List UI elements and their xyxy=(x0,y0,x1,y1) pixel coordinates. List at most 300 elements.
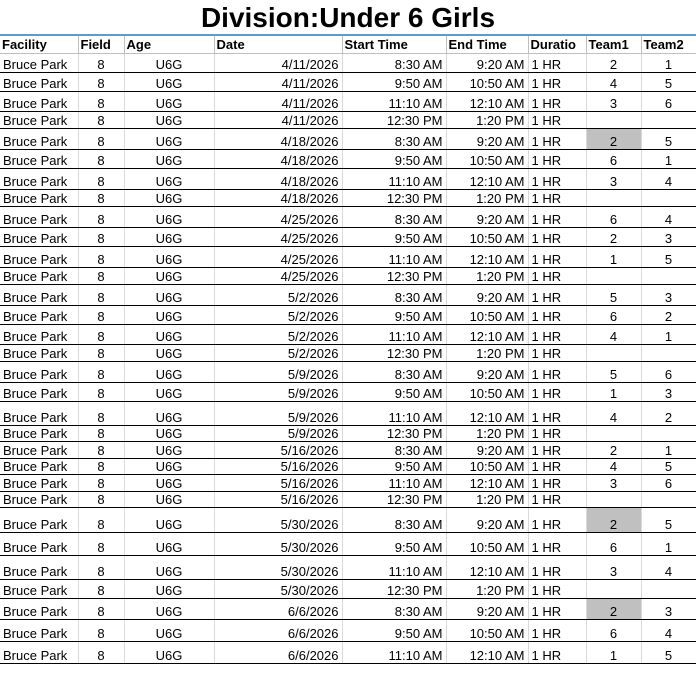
cell-team1[interactable]: 4 xyxy=(586,402,641,426)
cell-duration[interactable]: 1 HR xyxy=(528,642,586,664)
cell-facility[interactable]: Bruce Park xyxy=(0,556,78,580)
cell-duration[interactable]: 1 HR xyxy=(528,533,586,556)
cell-end-time[interactable]: 12:10 AM xyxy=(446,475,528,492)
cell-field[interactable]: 8 xyxy=(78,580,124,599)
cell-field[interactable]: 8 xyxy=(78,73,124,92)
cell-team2[interactable] xyxy=(641,112,696,129)
cell-team2[interactable]: 2 xyxy=(641,306,696,325)
cell-field[interactable]: 8 xyxy=(78,54,124,73)
cell-team1[interactable] xyxy=(586,426,641,442)
cell-team1[interactable]: 3 xyxy=(586,556,641,580)
cell-start-time[interactable]: 11:10 AM xyxy=(342,169,446,190)
cell-age[interactable]: U6G xyxy=(124,442,214,459)
schedule-table xyxy=(0,34,696,664)
cell-duration[interactable]: 1 HR xyxy=(528,599,586,620)
cell-duration[interactable]: 1 HR xyxy=(528,459,586,475)
table-row xyxy=(0,112,696,129)
cell-age[interactable]: U6G xyxy=(124,129,214,150)
cell-date[interactable]: 5/9/2026 xyxy=(214,426,342,442)
cell-end-time[interactable]: 9:20 AM xyxy=(446,207,528,228)
cell-team2[interactable] xyxy=(641,580,696,599)
cell-start-time[interactable]: 8:30 AM xyxy=(342,54,446,73)
cell-field[interactable]: 8 xyxy=(78,228,124,247)
cell-facility[interactable]: Bruce Park xyxy=(0,492,78,508)
cell-end-time[interactable]: 1:20 PM xyxy=(446,492,528,508)
cell-team2[interactable]: 3 xyxy=(641,285,696,306)
cell-duration[interactable]: 1 HR xyxy=(528,426,586,442)
cell-start-time[interactable]: 9:50 AM xyxy=(342,73,446,92)
cell-team1[interactable] xyxy=(586,112,641,129)
table-row xyxy=(0,325,696,345)
cell-date[interactable]: 5/30/2026 xyxy=(214,580,342,599)
cell-end-time[interactable]: 10:50 AM xyxy=(446,150,528,169)
cell-facility[interactable]: Bruce Park xyxy=(0,207,78,228)
cell-team2[interactable]: 5 xyxy=(641,247,696,268)
cell-duration[interactable]: 1 HR xyxy=(528,325,586,345)
cell-start-time[interactable]: 12:30 PM xyxy=(342,190,446,207)
cell-field[interactable]: 8 xyxy=(78,492,124,508)
cell-date[interactable]: 5/9/2026 xyxy=(214,362,342,383)
cell-age[interactable]: U6G xyxy=(124,54,214,73)
cell-start-time[interactable]: 8:30 AM xyxy=(342,207,446,228)
cell-date[interactable]: 5/9/2026 xyxy=(214,402,342,426)
cell-duration[interactable]: 1 HR xyxy=(528,345,586,362)
cell-end-time[interactable]: 12:10 AM xyxy=(446,642,528,664)
cell-date[interactable]: 5/30/2026 xyxy=(214,508,342,533)
cell-team1[interactable]: 5 xyxy=(586,285,641,306)
cell-facility[interactable]: Bruce Park xyxy=(0,285,78,306)
cell-team2[interactable]: 4 xyxy=(641,620,696,642)
cell-start-time[interactable]: 11:10 AM xyxy=(342,92,446,112)
cell-age[interactable]: U6G xyxy=(124,642,214,664)
cell-age[interactable]: U6G xyxy=(124,426,214,442)
cell-age[interactable]: U6G xyxy=(124,268,214,285)
cell-duration[interactable]: 1 HR xyxy=(528,556,586,580)
cell-age[interactable]: U6G xyxy=(124,533,214,556)
cell-age[interactable]: U6G xyxy=(124,345,214,362)
cell-facility[interactable]: Bruce Park xyxy=(0,92,78,112)
cell-team2[interactable]: 4 xyxy=(641,207,696,228)
cell-start-time[interactable]: 11:10 AM xyxy=(342,475,446,492)
cell-date[interactable]: 5/2/2026 xyxy=(214,325,342,345)
cell-duration[interactable]: 1 HR xyxy=(528,54,586,73)
cell-facility[interactable]: Bruce Park xyxy=(0,345,78,362)
cell-age[interactable]: U6G xyxy=(124,306,214,325)
cell-field[interactable]: 8 xyxy=(78,207,124,228)
cell-facility[interactable]: Bruce Park xyxy=(0,112,78,129)
cell-field[interactable]: 8 xyxy=(78,112,124,129)
cell-duration[interactable]: 1 HR xyxy=(528,402,586,426)
cell-age[interactable]: U6G xyxy=(124,169,214,190)
table-row xyxy=(0,642,696,664)
cell-team2[interactable]: 4 xyxy=(641,556,696,580)
cell-date[interactable]: 5/2/2026 xyxy=(214,285,342,306)
header-age[interactable]: Age xyxy=(124,35,214,54)
cell-duration[interactable]: 1 HR xyxy=(528,247,586,268)
cell-start-time[interactable]: 8:30 AM xyxy=(342,508,446,533)
cell-age[interactable]: U6G xyxy=(124,492,214,508)
cell-date[interactable]: 5/16/2026 xyxy=(214,475,342,492)
cell-date[interactable]: 6/6/2026 xyxy=(214,599,342,620)
cell-start-time[interactable]: 12:30 PM xyxy=(342,426,446,442)
cell-team2[interactable]: 3 xyxy=(641,599,696,620)
cell-duration[interactable]: 1 HR xyxy=(528,306,586,325)
cell-date[interactable]: 4/18/2026 xyxy=(214,169,342,190)
cell-end-time[interactable]: 9:20 AM xyxy=(446,599,528,620)
cell-end-time[interactable]: 12:10 AM xyxy=(446,556,528,580)
cell-team1[interactable]: 1 xyxy=(586,642,641,664)
table-row xyxy=(0,383,696,402)
cell-facility[interactable]: Bruce Park xyxy=(0,306,78,325)
cell-facility[interactable]: Bruce Park xyxy=(0,508,78,533)
cell-age[interactable]: U6G xyxy=(124,599,214,620)
table-row xyxy=(0,150,696,169)
cell-age[interactable]: U6G xyxy=(124,459,214,475)
cell-team1[interactable]: 1 xyxy=(586,247,641,268)
cell-end-time[interactable]: 9:20 AM xyxy=(446,129,528,150)
header-date[interactable]: Date xyxy=(214,35,342,54)
cell-facility[interactable]: Bruce Park xyxy=(0,426,78,442)
header-team2[interactable]: Team2 xyxy=(641,35,696,54)
cell-facility[interactable]: Bruce Park xyxy=(0,325,78,345)
cell-start-time[interactable]: 9:50 AM xyxy=(342,459,446,475)
cell-duration[interactable]: 1 HR xyxy=(528,268,586,285)
cell-duration[interactable]: 1 HR xyxy=(528,228,586,247)
cell-start-time[interactable]: 11:10 AM xyxy=(342,402,446,426)
cell-field[interactable]: 8 xyxy=(78,442,124,459)
cell-facility[interactable]: Bruce Park xyxy=(0,442,78,459)
cell-team1[interactable]: 3 xyxy=(586,475,641,492)
cell-field[interactable]: 8 xyxy=(78,508,124,533)
cell-date[interactable]: 4/11/2026 xyxy=(214,92,342,112)
cell-age[interactable]: U6G xyxy=(124,228,214,247)
cell-start-time[interactable]: 8:30 AM xyxy=(342,442,446,459)
cell-duration[interactable]: 1 HR xyxy=(528,73,586,92)
cell-facility[interactable]: Bruce Park xyxy=(0,150,78,169)
cell-age[interactable]: U6G xyxy=(124,325,214,345)
cell-facility[interactable]: Bruce Park xyxy=(0,459,78,475)
cell-date[interactable]: 5/16/2026 xyxy=(214,492,342,508)
cell-end-time[interactable]: 12:10 AM xyxy=(446,325,528,345)
cell-age[interactable]: U6G xyxy=(124,92,214,112)
cell-age[interactable]: U6G xyxy=(124,207,214,228)
cell-date[interactable]: 5/9/2026 xyxy=(214,383,342,402)
cell-duration[interactable]: 1 HR xyxy=(528,580,586,599)
cell-age[interactable]: U6G xyxy=(124,112,214,129)
cell-field[interactable]: 8 xyxy=(78,459,124,475)
cell-end-time[interactable]: 1:20 PM xyxy=(446,580,528,599)
cell-field[interactable]: 8 xyxy=(78,556,124,580)
cell-team1[interactable]: 6 xyxy=(586,306,641,325)
table-row xyxy=(0,169,696,190)
cell-date[interactable]: 5/2/2026 xyxy=(214,306,342,325)
cell-duration[interactable]: 1 HR xyxy=(528,112,586,129)
cell-end-time[interactable]: 9:20 AM xyxy=(446,362,528,383)
cell-date[interactable]: 4/18/2026 xyxy=(214,150,342,169)
cell-date[interactable]: 6/6/2026 xyxy=(214,642,342,664)
cell-team2[interactable]: 1 xyxy=(641,533,696,556)
cell-start-time[interactable]: 12:30 PM xyxy=(342,112,446,129)
cell-duration[interactable]: 1 HR xyxy=(528,475,586,492)
cell-field[interactable]: 8 xyxy=(78,426,124,442)
cell-date[interactable]: 5/30/2026 xyxy=(214,533,342,556)
cell-date[interactable]: 5/2/2026 xyxy=(214,345,342,362)
cell-end-time[interactable]: 12:10 AM xyxy=(446,169,528,190)
cell-age[interactable]: U6G xyxy=(124,580,214,599)
table-row xyxy=(0,599,696,620)
cell-end-time[interactable]: 1:20 PM xyxy=(446,426,528,442)
cell-end-time[interactable]: 9:20 AM xyxy=(446,54,528,73)
cell-facility[interactable]: Bruce Park xyxy=(0,475,78,492)
cell-field[interactable]: 8 xyxy=(78,169,124,190)
cell-field[interactable]: 8 xyxy=(78,129,124,150)
cell-end-time[interactable]: 1:20 PM xyxy=(446,345,528,362)
cell-facility[interactable]: Bruce Park xyxy=(0,599,78,620)
cell-facility[interactable]: Bruce Park xyxy=(0,129,78,150)
cell-team2[interactable]: 3 xyxy=(641,383,696,402)
cell-duration[interactable]: 1 HR xyxy=(528,190,586,207)
cell-team2[interactable]: 2 xyxy=(641,402,696,426)
cell-duration[interactable]: 1 HR xyxy=(528,285,586,306)
cell-field[interactable]: 8 xyxy=(78,533,124,556)
cell-team2[interactable]: 5 xyxy=(641,73,696,92)
cell-end-time[interactable]: 1:20 PM xyxy=(446,112,528,129)
cell-start-time[interactable]: 9:50 AM xyxy=(342,228,446,247)
cell-facility[interactable]: Bruce Park xyxy=(0,228,78,247)
cell-start-time[interactable]: 12:30 PM xyxy=(342,268,446,285)
cell-age[interactable]: U6G xyxy=(124,362,214,383)
cell-end-time[interactable]: 10:50 AM xyxy=(446,73,528,92)
header-start-time[interactable]: Start Time xyxy=(342,35,446,54)
cell-team1[interactable] xyxy=(586,190,641,207)
cell-field[interactable]: 8 xyxy=(78,92,124,112)
cell-team2[interactable]: 6 xyxy=(641,475,696,492)
cell-end-time[interactable]: 9:20 AM xyxy=(446,442,528,459)
cell-team1[interactable] xyxy=(586,492,641,508)
cell-team1[interactable]: 3 xyxy=(586,92,641,112)
cell-field[interactable]: 8 xyxy=(78,190,124,207)
cell-start-time[interactable]: 9:50 AM xyxy=(342,306,446,325)
cell-field[interactable]: 8 xyxy=(78,247,124,268)
cell-field[interactable]: 8 xyxy=(78,345,124,362)
cell-team2[interactable]: 5 xyxy=(641,129,696,150)
cell-team1[interactable]: 2 xyxy=(586,129,641,150)
table-row xyxy=(0,73,696,92)
cell-field[interactable]: 8 xyxy=(78,150,124,169)
cell-field[interactable]: 8 xyxy=(78,402,124,426)
cell-age[interactable]: U6G xyxy=(124,285,214,306)
cell-field[interactable]: 8 xyxy=(78,325,124,345)
cell-end-time[interactable]: 9:20 AM xyxy=(446,285,528,306)
cell-team1[interactable]: 6 xyxy=(586,620,641,642)
cell-end-time[interactable]: 12:10 AM xyxy=(446,92,528,112)
cell-end-time[interactable]: 1:20 PM xyxy=(446,268,528,285)
cell-facility[interactable]: Bruce Park xyxy=(0,73,78,92)
cell-team1[interactable]: 5 xyxy=(586,362,641,383)
cell-team2[interactable]: 3 xyxy=(641,228,696,247)
cell-end-time[interactable]: 10:50 AM xyxy=(446,383,528,402)
cell-team2[interactable] xyxy=(641,345,696,362)
cell-duration[interactable]: 1 HR xyxy=(528,169,586,190)
cell-start-time[interactable]: 8:30 AM xyxy=(342,285,446,306)
cell-age[interactable]: U6G xyxy=(124,508,214,533)
cell-facility[interactable]: Bruce Park xyxy=(0,54,78,73)
cell-end-time[interactable]: 10:50 AM xyxy=(446,459,528,475)
cell-facility[interactable]: Bruce Park xyxy=(0,620,78,642)
cell-start-time[interactable]: 8:30 AM xyxy=(342,129,446,150)
cell-team2[interactable]: 5 xyxy=(641,508,696,533)
cell-duration[interactable]: 1 HR xyxy=(528,383,586,402)
cell-team2[interactable]: 6 xyxy=(641,92,696,112)
cell-end-time[interactable]: 10:50 AM xyxy=(446,533,528,556)
cell-team2[interactable]: 5 xyxy=(641,642,696,664)
header-field[interactable]: Field xyxy=(78,35,124,54)
cell-team2[interactable]: 1 xyxy=(641,325,696,345)
cell-field[interactable]: 8 xyxy=(78,285,124,306)
cell-age[interactable]: U6G xyxy=(124,620,214,642)
cell-end-time[interactable]: 10:50 AM xyxy=(446,228,528,247)
cell-end-time[interactable]: 9:20 AM xyxy=(446,508,528,533)
cell-team2[interactable] xyxy=(641,190,696,207)
cell-team2[interactable] xyxy=(641,268,696,285)
cell-team2[interactable] xyxy=(641,426,696,442)
cell-team1[interactable]: 6 xyxy=(586,533,641,556)
cell-date[interactable]: 4/18/2026 xyxy=(214,190,342,207)
header-team1[interactable]: Team1 xyxy=(586,35,641,54)
table-row xyxy=(0,268,696,285)
cell-start-time[interactable]: 11:10 AM xyxy=(342,642,446,664)
cell-date[interactable]: 6/6/2026 xyxy=(214,620,342,642)
cell-facility[interactable]: Bruce Park xyxy=(0,580,78,599)
cell-facility[interactable]: Bruce Park xyxy=(0,169,78,190)
cell-field[interactable]: 8 xyxy=(78,306,124,325)
cell-start-time[interactable]: 8:30 AM xyxy=(342,599,446,620)
cell-end-time[interactable]: 1:20 PM xyxy=(446,190,528,207)
header-end-time[interactable]: End Time xyxy=(446,35,528,54)
cell-team1[interactable] xyxy=(586,268,641,285)
cell-facility[interactable]: Bruce Park xyxy=(0,383,78,402)
cell-duration[interactable]: 1 HR xyxy=(528,492,586,508)
cell-team1[interactable] xyxy=(586,580,641,599)
cell-facility[interactable]: Bruce Park xyxy=(0,268,78,285)
cell-team1[interactable]: 2 xyxy=(586,599,641,620)
cell-date[interactable]: 4/18/2026 xyxy=(214,129,342,150)
cell-team1[interactable]: 6 xyxy=(586,207,641,228)
header-facility[interactable]: Facility xyxy=(0,35,78,54)
cell-age[interactable]: U6G xyxy=(124,150,214,169)
cell-date[interactable]: 5/30/2026 xyxy=(214,556,342,580)
cell-end-time[interactable]: 10:50 AM xyxy=(446,306,528,325)
cell-start-time[interactable]: 11:10 AM xyxy=(342,325,446,345)
cell-age[interactable]: U6G xyxy=(124,73,214,92)
cell-team2[interactable]: 1 xyxy=(641,150,696,169)
cell-start-time[interactable]: 9:50 AM xyxy=(342,533,446,556)
cell-age[interactable]: U6G xyxy=(124,402,214,426)
cell-start-time[interactable]: 9:50 AM xyxy=(342,150,446,169)
cell-team1[interactable]: 4 xyxy=(586,459,641,475)
cell-team1[interactable]: 4 xyxy=(586,325,641,345)
cell-team1[interactable]: 2 xyxy=(586,54,641,73)
cell-team1[interactable]: 1 xyxy=(586,383,641,402)
cell-facility[interactable]: Bruce Park xyxy=(0,402,78,426)
cell-field[interactable]: 8 xyxy=(78,475,124,492)
cell-team1[interactable]: 6 xyxy=(586,150,641,169)
table-row xyxy=(0,54,696,73)
cell-date[interactable]: 4/25/2026 xyxy=(214,228,342,247)
cell-team1[interactable]: 4 xyxy=(586,73,641,92)
cell-start-time[interactable]: 8:30 AM xyxy=(342,362,446,383)
cell-age[interactable]: U6G xyxy=(124,247,214,268)
cell-duration[interactable]: 1 HR xyxy=(528,129,586,150)
cell-date[interactable]: 4/25/2026 xyxy=(214,247,342,268)
cell-age[interactable]: U6G xyxy=(124,383,214,402)
cell-duration[interactable]: 1 HR xyxy=(528,92,586,112)
header-duration[interactable]: Duratio xyxy=(528,35,586,54)
cell-team1[interactable] xyxy=(586,345,641,362)
cell-start-time[interactable]: 12:30 PM xyxy=(342,345,446,362)
cell-date[interactable]: 4/11/2026 xyxy=(214,54,342,73)
cell-start-time[interactable]: 9:50 AM xyxy=(342,383,446,402)
cell-team2[interactable]: 1 xyxy=(641,54,696,73)
cell-team1[interactable]: 2 xyxy=(586,442,641,459)
cell-duration[interactable]: 1 HR xyxy=(528,150,586,169)
cell-date[interactable]: 4/25/2026 xyxy=(214,268,342,285)
cell-age[interactable]: U6G xyxy=(124,556,214,580)
cell-date[interactable]: 4/25/2026 xyxy=(214,207,342,228)
cell-duration[interactable]: 1 HR xyxy=(528,508,586,533)
cell-facility[interactable]: Bruce Park xyxy=(0,642,78,664)
cell-date[interactable]: 4/11/2026 xyxy=(214,73,342,92)
cell-duration[interactable]: 1 HR xyxy=(528,362,586,383)
cell-field[interactable]: 8 xyxy=(78,620,124,642)
cell-start-time[interactable]: 9:50 AM xyxy=(342,620,446,642)
cell-end-time[interactable]: 10:50 AM xyxy=(446,620,528,642)
cell-date[interactable]: 4/11/2026 xyxy=(214,112,342,129)
cell-team1[interactable]: 2 xyxy=(586,508,641,533)
cell-field[interactable]: 8 xyxy=(78,362,124,383)
cell-field[interactable]: 8 xyxy=(78,642,124,664)
cell-facility[interactable]: Bruce Park xyxy=(0,247,78,268)
cell-date[interactable]: 5/16/2026 xyxy=(214,459,342,475)
cell-date[interactable]: 5/16/2026 xyxy=(214,442,342,459)
cell-start-time[interactable]: 12:30 PM xyxy=(342,580,446,599)
cell-facility[interactable]: Bruce Park xyxy=(0,533,78,556)
cell-field[interactable]: 8 xyxy=(78,599,124,620)
cell-team1[interactable]: 2 xyxy=(586,228,641,247)
cell-team2[interactable]: 5 xyxy=(641,459,696,475)
cell-start-time[interactable]: 11:10 AM xyxy=(342,247,446,268)
cell-facility[interactable]: Bruce Park xyxy=(0,190,78,207)
cell-team2[interactable] xyxy=(641,492,696,508)
cell-end-time[interactable]: 12:10 AM xyxy=(446,247,528,268)
cell-team1[interactable]: 3 xyxy=(586,169,641,190)
cell-team2[interactable]: 1 xyxy=(641,442,696,459)
cell-age[interactable]: U6G xyxy=(124,475,214,492)
cell-facility[interactable]: Bruce Park xyxy=(0,362,78,383)
cell-duration[interactable]: 1 HR xyxy=(528,207,586,228)
cell-field[interactable]: 8 xyxy=(78,268,124,285)
cell-field[interactable]: 8 xyxy=(78,383,124,402)
table-row xyxy=(0,207,696,228)
cell-team2[interactable]: 4 xyxy=(641,169,696,190)
cell-start-time[interactable]: 12:30 PM xyxy=(342,492,446,508)
cell-team2[interactable]: 6 xyxy=(641,362,696,383)
cell-start-time[interactable]: 11:10 AM xyxy=(342,556,446,580)
cell-age[interactable]: U6G xyxy=(124,190,214,207)
cell-end-time[interactable]: 12:10 AM xyxy=(446,402,528,426)
cell-duration[interactable]: 1 HR xyxy=(528,620,586,642)
cell-duration[interactable]: 1 HR xyxy=(528,442,586,459)
